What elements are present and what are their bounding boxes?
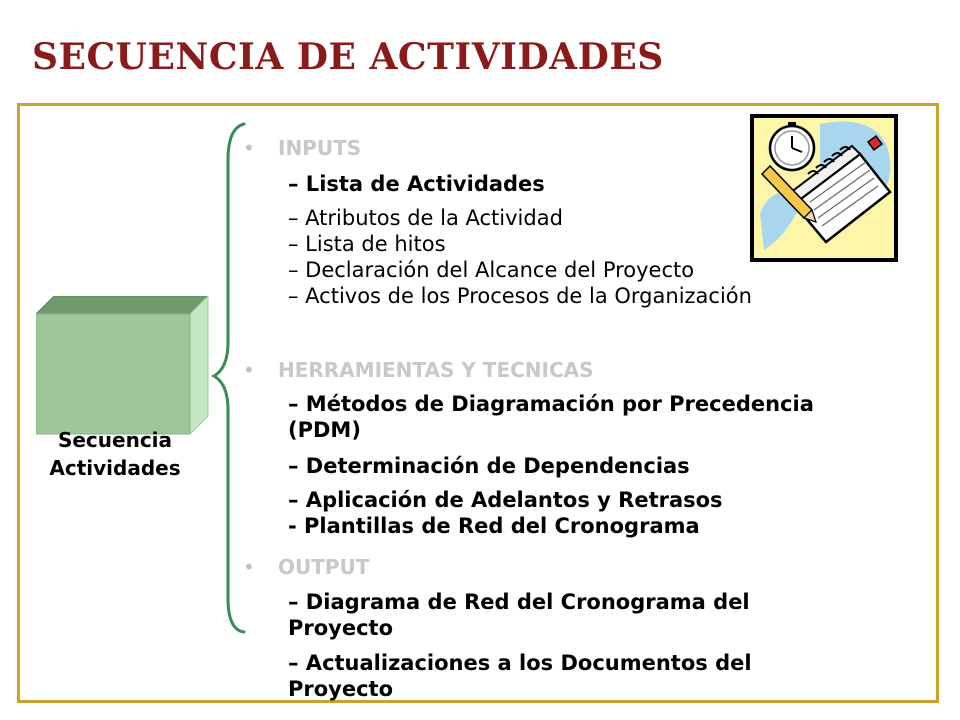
tools-item-1-cont: (PDM) <box>288 418 361 442</box>
heading-tools: HERRAMIENTAS Y TECNICAS <box>278 358 594 382</box>
heading-inputs: INPUTS <box>278 136 362 160</box>
clock-notebook-pencil-icon <box>750 114 898 262</box>
inputs-item-2: – Atributos de la Actividad <box>288 206 563 230</box>
inputs-item-5: – Activos de los Procesos de la Organización <box>288 284 752 308</box>
bullet-inputs: • <box>243 136 255 160</box>
bullet-output: • <box>243 555 255 579</box>
tools-item-4: - Plantillas de Red del Cronograma <box>288 514 700 538</box>
box-label-line2: Actividades <box>49 456 181 480</box>
inputs-item-1: – Lista de Actividades <box>288 172 545 196</box>
inputs-item-3: – Lista de hitos <box>288 232 446 256</box>
output-item-1: – Diagrama de Red del Cronograma del <box>288 590 750 614</box>
output-item-2-cont: Proyecto <box>288 677 394 701</box>
inputs-item-4: – Declaración del Alcance del Proyecto <box>288 258 695 282</box>
tools-item-1: – Métodos de Diagramación por Precedencia <box>288 392 814 416</box>
box-label-line1: Secuencia <box>57 428 173 452</box>
output-item-1-cont: Proyecto <box>288 616 394 640</box>
output-item-2: – Actualizaciones a los Documentos del <box>288 651 752 675</box>
heading-output: OUTPUT <box>278 555 370 579</box>
box-label <box>20 426 210 482</box>
tools-item-3: – Aplicación de Adelantos y Retrasos <box>288 488 723 512</box>
bullet-tools: • <box>243 358 255 382</box>
curly-brace-icon <box>208 120 248 636</box>
tools-item-2: – Determinación de Dependencias <box>288 454 690 478</box>
cube-icon <box>36 296 210 436</box>
slide-title: SECUENCIA DE ACTIVIDADES <box>32 36 664 78</box>
